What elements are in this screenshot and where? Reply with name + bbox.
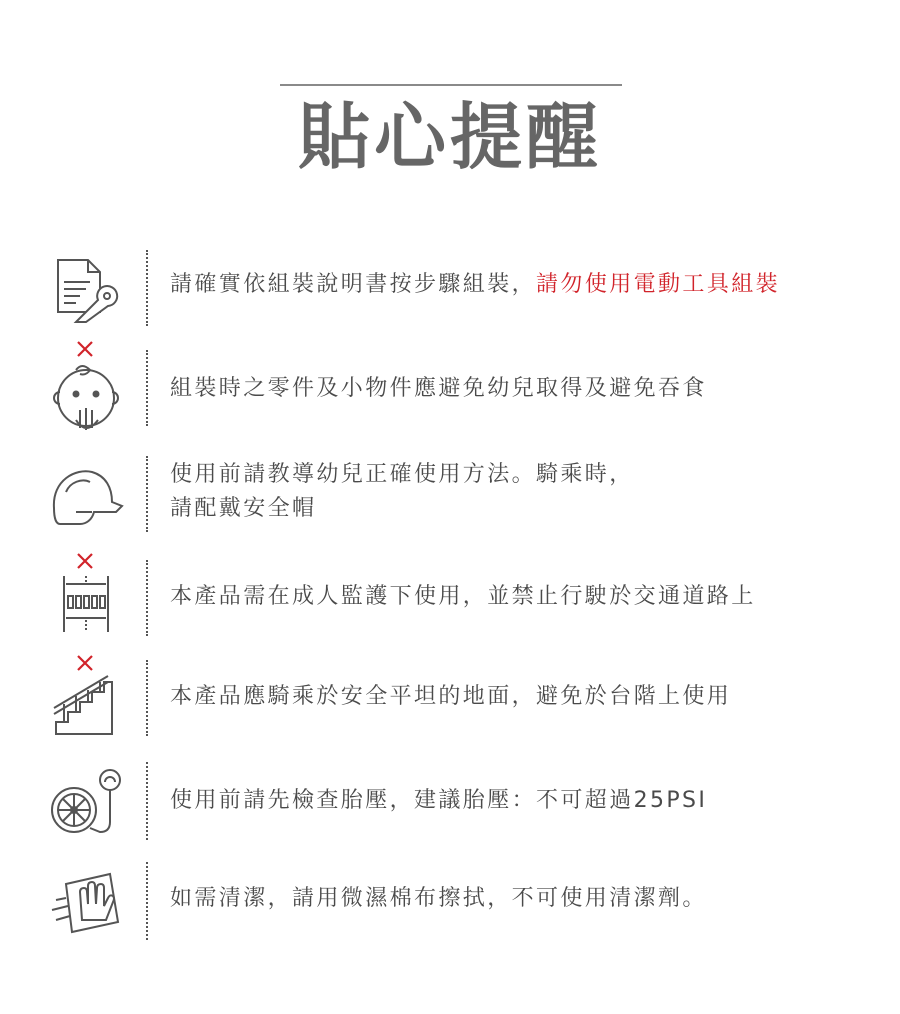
tire-pressure-icon [46, 766, 124, 840]
list-item [0, 758, 900, 842]
separator [146, 250, 148, 326]
title-rule [280, 84, 622, 86]
separator [146, 560, 148, 636]
separator [146, 762, 148, 840]
separator [146, 350, 148, 426]
item-text: 使用前請先檢查胎壓，建議胎壓：不可超過25PSI [170, 788, 708, 813]
no-road-icon [46, 552, 124, 636]
separator [146, 660, 148, 736]
list-item [0, 860, 900, 944]
item-text-warning: 請勿使用電動工具組裝 [536, 272, 781, 297]
separator [146, 456, 148, 532]
item-text [170, 458, 880, 526]
list-item [0, 654, 900, 738]
item-text: 組裝時之零件及小物件應避免幼兒取得及避免吞食 [170, 376, 707, 401]
baby-no-mouth-icon [46, 340, 124, 440]
wipe-cloth-icon [46, 864, 124, 940]
item-text: 如需清潔，請用微濕棉布擦拭，不可使用清潔劑。 [170, 886, 707, 911]
item-text: 本產品應騎乘於安全平坦的地面，避免於台階上使用 [170, 684, 732, 709]
no-stairs-icon [46, 654, 124, 738]
item-text-normal: 請確實依組裝說明書按步驟組裝， [170, 272, 537, 297]
item-text-line2: 請配戴安全帽 [170, 496, 317, 521]
item-text-line1: 使用前請教導幼兒正確使用方法。騎乘時， [170, 462, 634, 487]
list-item [0, 456, 900, 536]
manual-wrench-icon [46, 256, 124, 326]
list-item [0, 248, 900, 328]
list-item [0, 552, 900, 636]
helmet-icon [46, 462, 124, 532]
item-text: 本產品需在成人監護下使用，並禁止行駛於交通道路上 [170, 584, 756, 609]
page-title: 貼心提醒 [297, 95, 602, 179]
separator [146, 862, 148, 940]
list-item [0, 340, 900, 430]
item-text [170, 268, 880, 302]
